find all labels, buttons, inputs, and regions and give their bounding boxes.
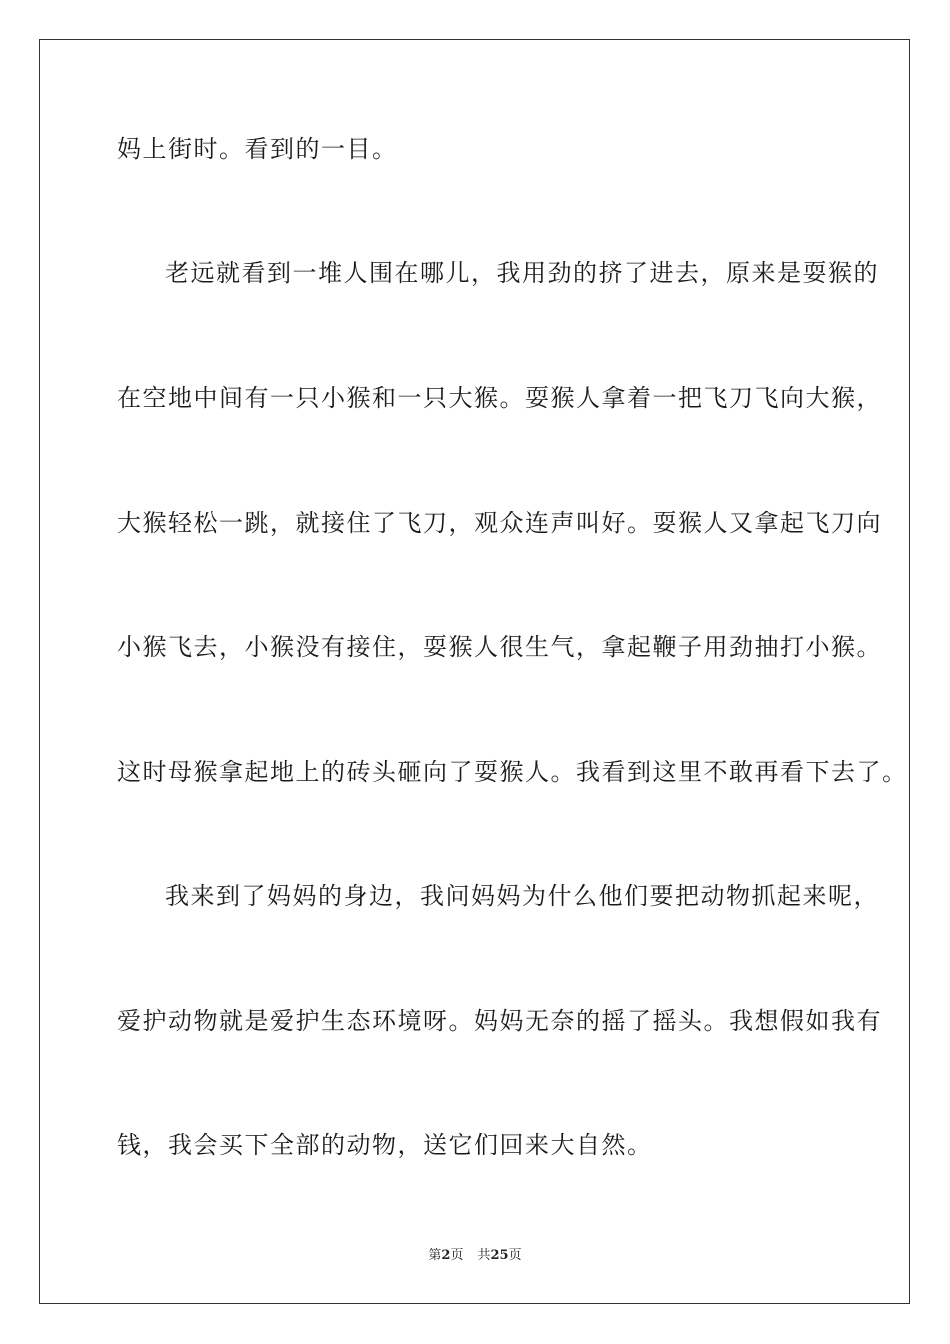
text-line-8: 爱护动物就是爱护生态环境呀。妈妈无奈的摇了摇头。我想假如我有: [117, 1007, 882, 1035]
text-line-1: 妈上街时。看到的一目。: [117, 135, 398, 163]
total-pages-suffix: 页: [508, 1248, 522, 1263]
text-line-2-paragraph-start: 老远就看到一堆人围在哪儿，我用劲的挤了进去，原来是耍猴的: [165, 259, 879, 287]
total-pages-prefix: 共: [477, 1248, 491, 1263]
total-pages: 25: [490, 1248, 509, 1263]
page-footer: [0, 1247, 950, 1265]
page-border: [39, 39, 910, 1304]
page-number-prefix: 第: [428, 1248, 442, 1263]
page-number: 2: [441, 1248, 451, 1263]
text-line-3: 在空地中间有一只小猴和一只大猴。耍猴人拿着一把飞刀飞向大猴，: [117, 384, 882, 412]
text-line-5: 小猴飞去，小猴没有接住，耍猴人很生气，拿起鞭子用劲抽打小猴。: [117, 633, 882, 661]
page-number-suffix: 页: [450, 1248, 464, 1263]
text-line-7-paragraph-start: 我来到了妈妈的身边，我问妈妈为什么他们要把动物抓起来呢，: [165, 882, 879, 910]
text-line-4: 大猴轻松一跳，就接住了飞刀，观众连声叫好。耍猴人又拿起飞刀向: [117, 509, 882, 537]
text-line-9: 钱，我会买下全部的动物，送它们回来大自然。: [117, 1131, 653, 1159]
text-line-6: 这时母猴拿起地上的砖头砸向了耍猴人。我看到这里不敢再看下去了。: [117, 758, 908, 786]
